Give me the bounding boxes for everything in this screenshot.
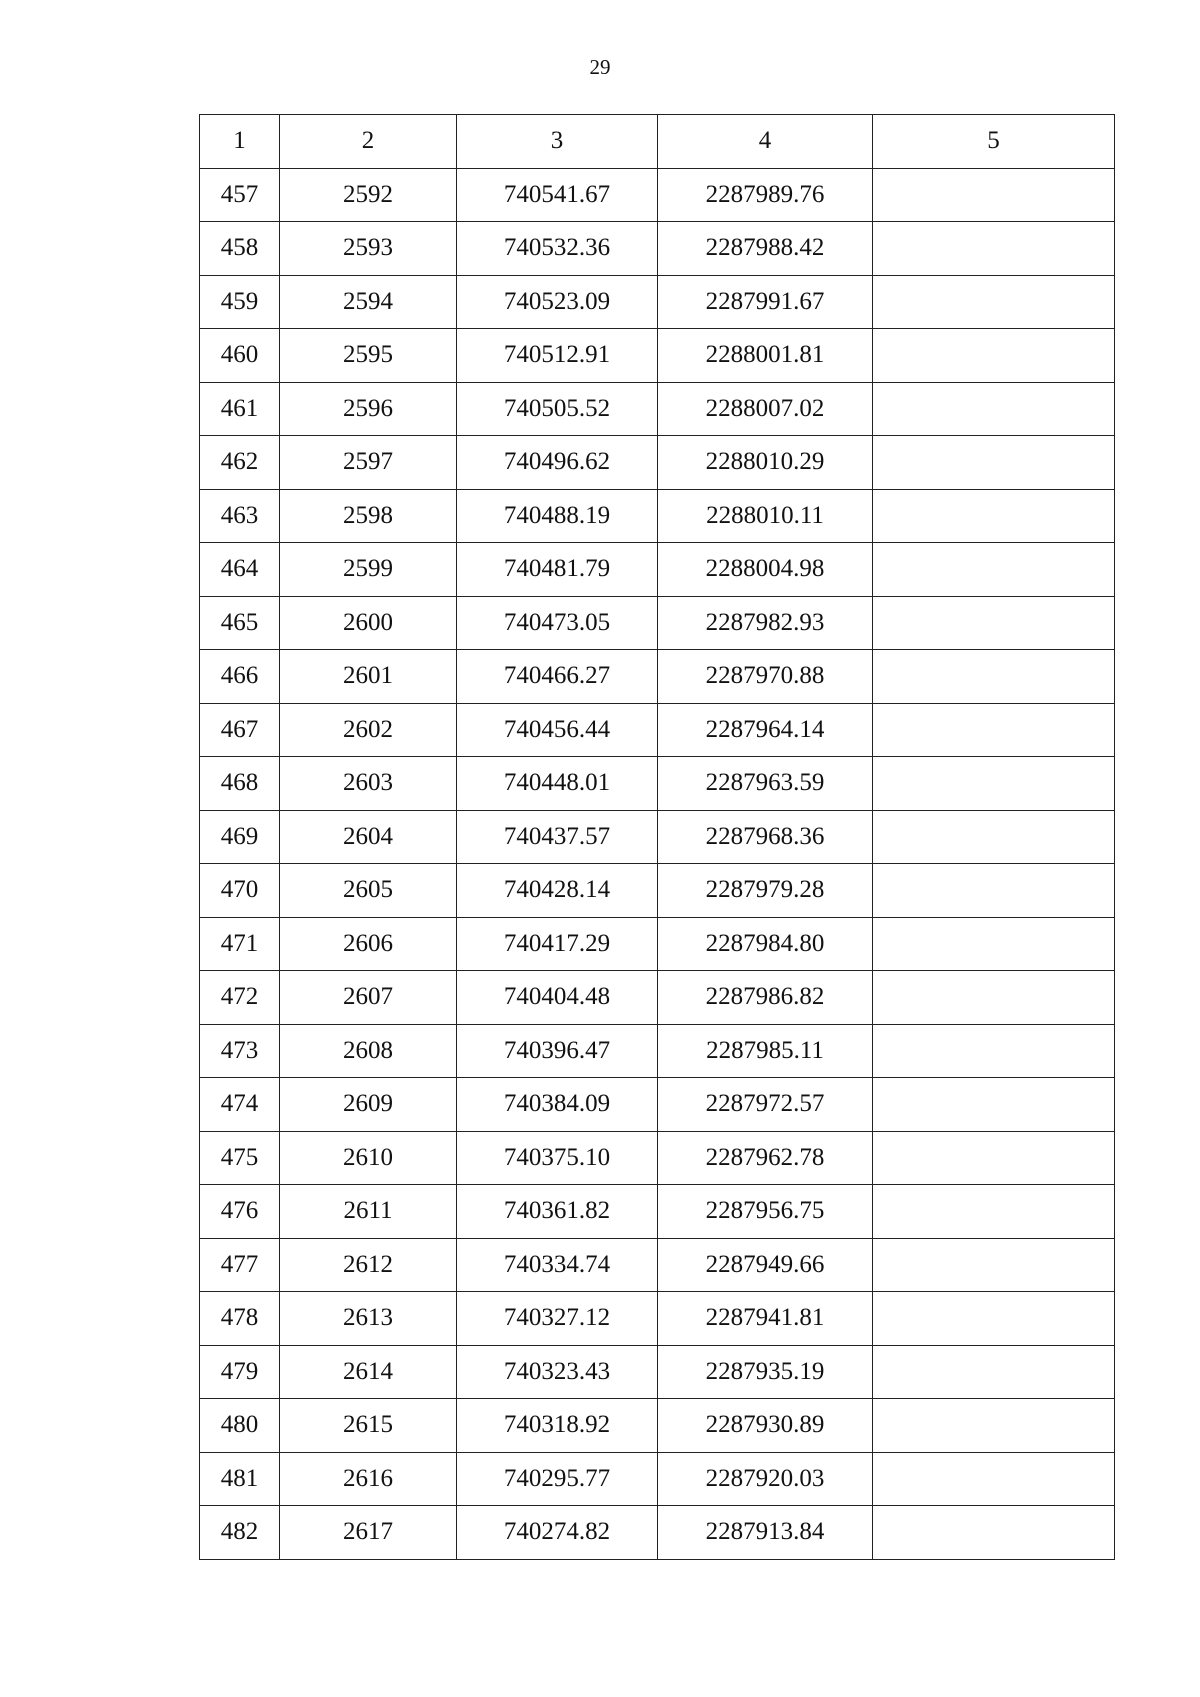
table-cell-col-4: 2288010.29 — [658, 436, 873, 490]
table-cell-col-3: 740448.01 — [457, 757, 658, 811]
table-cell-col-5 — [873, 382, 1115, 436]
table-cell-col-5 — [873, 1292, 1115, 1346]
table-cell-col-3: 740323.43 — [457, 1345, 658, 1399]
table-cell-col-4: 2287963.59 — [658, 757, 873, 811]
table-cell-col-2: 2617 — [280, 1506, 457, 1560]
table-cell-col-2: 2606 — [280, 917, 457, 971]
table-cell-col-4: 2287979.28 — [658, 864, 873, 918]
table-cell-col-3: 740496.62 — [457, 436, 658, 490]
header-row — [200, 115, 1115, 169]
table-cell-col-1: 476 — [200, 1185, 280, 1239]
table-cell-col-2: 2601 — [280, 650, 457, 704]
table-header — [200, 115, 1115, 169]
table-cell-col-4: 2287941.81 — [658, 1292, 873, 1346]
table-cell-col-3: 740274.82 — [457, 1506, 658, 1560]
table-cell-col-2: 2605 — [280, 864, 457, 918]
table-cell-col-4: 2287964.14 — [658, 703, 873, 757]
table-cell-col-2: 2607 — [280, 971, 457, 1025]
table-cell-col-1: 475 — [200, 1131, 280, 1185]
table-cell-col-5 — [873, 1078, 1115, 1132]
table-cell-col-2: 2598 — [280, 489, 457, 543]
table-cell-col-4: 2287984.80 — [658, 917, 873, 971]
table-row — [200, 222, 1115, 276]
table-cell-col-2: 2613 — [280, 1292, 457, 1346]
table-cell-col-3: 740384.09 — [457, 1078, 658, 1132]
table-cell-col-1: 480 — [200, 1399, 280, 1453]
table-cell-col-1: 464 — [200, 543, 280, 597]
table-cell-col-4: 2287968.36 — [658, 810, 873, 864]
table-row — [200, 864, 1115, 918]
table-row — [200, 329, 1115, 383]
table-cell-col-5 — [873, 1131, 1115, 1185]
table-cell-col-5 — [873, 168, 1115, 222]
table-cell-col-4: 2287972.57 — [658, 1078, 873, 1132]
table-row — [200, 436, 1115, 490]
table-row — [200, 1452, 1115, 1506]
table-cell-col-1: 479 — [200, 1345, 280, 1399]
table-row — [200, 489, 1115, 543]
table-cell-col-3: 740473.05 — [457, 596, 658, 650]
table-cell-col-1: 473 — [200, 1024, 280, 1078]
table-row — [200, 1238, 1115, 1292]
table-cell-col-3: 740541.67 — [457, 168, 658, 222]
table-cell-col-5 — [873, 650, 1115, 704]
table-cell-col-3: 740375.10 — [457, 1131, 658, 1185]
table-row — [200, 1399, 1115, 1453]
table-cell-col-5 — [873, 275, 1115, 329]
table-cell-col-2: 2614 — [280, 1345, 457, 1399]
header-cell-3: 3 — [457, 115, 658, 169]
table-cell-col-4: 2287949.66 — [658, 1238, 873, 1292]
table-cell-col-1: 471 — [200, 917, 280, 971]
table-body — [200, 168, 1115, 1559]
table-cell-col-1: 477 — [200, 1238, 280, 1292]
table-cell-col-1: 474 — [200, 1078, 280, 1132]
table-cell-col-4: 2287982.93 — [658, 596, 873, 650]
table-cell-col-4: 2288001.81 — [658, 329, 873, 383]
table-cell-col-5 — [873, 1345, 1115, 1399]
table-cell-col-3: 740428.14 — [457, 864, 658, 918]
table-row — [200, 1506, 1115, 1560]
table-cell-col-2: 2608 — [280, 1024, 457, 1078]
table-cell-col-5 — [873, 1024, 1115, 1078]
table-cell-col-1: 469 — [200, 810, 280, 864]
table-cell-col-4: 2287930.89 — [658, 1399, 873, 1453]
table-cell-col-3: 740481.79 — [457, 543, 658, 597]
table-row — [200, 703, 1115, 757]
table-row — [200, 971, 1115, 1025]
table-row — [200, 650, 1115, 704]
table-cell-col-3: 740334.74 — [457, 1238, 658, 1292]
table-cell-col-5 — [873, 489, 1115, 543]
table-row — [200, 168, 1115, 222]
table-cell-col-2: 2599 — [280, 543, 457, 597]
table-cell-col-3: 740437.57 — [457, 810, 658, 864]
table-row — [200, 1078, 1115, 1132]
table-cell-col-4: 2287962.78 — [658, 1131, 873, 1185]
table-cell-col-5 — [873, 436, 1115, 490]
table-cell-col-3: 740404.48 — [457, 971, 658, 1025]
table-cell-col-5 — [873, 703, 1115, 757]
table-cell-col-1: 468 — [200, 757, 280, 811]
table-cell-col-3: 740505.52 — [457, 382, 658, 436]
table-cell-col-4: 2287985.11 — [658, 1024, 873, 1078]
table-cell-col-5 — [873, 596, 1115, 650]
table-cell-col-5 — [873, 810, 1115, 864]
table-cell-col-2: 2597 — [280, 436, 457, 490]
table-cell-col-2: 2616 — [280, 1452, 457, 1506]
table-cell-col-3: 740466.27 — [457, 650, 658, 704]
table-cell-col-4: 2287986.82 — [658, 971, 873, 1025]
table-cell-col-1: 461 — [200, 382, 280, 436]
table-cell-col-4: 2288007.02 — [658, 382, 873, 436]
table-cell-col-1: 459 — [200, 275, 280, 329]
table-cell-col-3: 740295.77 — [457, 1452, 658, 1506]
table-row — [200, 596, 1115, 650]
table-cell-col-4: 2287956.75 — [658, 1185, 873, 1239]
table-cell-col-1: 478 — [200, 1292, 280, 1346]
table-cell-col-1: 482 — [200, 1506, 280, 1560]
table-cell-col-1: 466 — [200, 650, 280, 704]
table-cell-col-2: 2595 — [280, 329, 457, 383]
table-cell-col-4: 2287989.76 — [658, 168, 873, 222]
table-cell-col-5 — [873, 971, 1115, 1025]
table-row — [200, 757, 1115, 811]
table-row — [200, 1345, 1115, 1399]
table-cell-col-1: 462 — [200, 436, 280, 490]
table-cell-col-1: 467 — [200, 703, 280, 757]
table-row — [200, 917, 1115, 971]
table-cell-col-1: 458 — [200, 222, 280, 276]
table-cell-col-5 — [873, 329, 1115, 383]
table-cell-col-2: 2612 — [280, 1238, 457, 1292]
table-cell-col-2: 2615 — [280, 1399, 457, 1453]
table-cell-col-4: 2287988.42 — [658, 222, 873, 276]
header-cell-1: 1 — [200, 115, 280, 169]
table-cell-col-1: 457 — [200, 168, 280, 222]
table-cell-col-2: 2610 — [280, 1131, 457, 1185]
table-row — [200, 543, 1115, 597]
table-row — [200, 1185, 1115, 1239]
table-cell-col-3: 740417.29 — [457, 917, 658, 971]
table-cell-col-2: 2596 — [280, 382, 457, 436]
table-cell-col-4: 2287913.84 — [658, 1506, 873, 1560]
table-cell-col-3: 740396.47 — [457, 1024, 658, 1078]
coordinates-table — [199, 114, 1115, 1560]
table-cell-col-1: 460 — [200, 329, 280, 383]
table-cell-col-2: 2603 — [280, 757, 457, 811]
table-row — [200, 810, 1115, 864]
table-cell-col-3: 740488.19 — [457, 489, 658, 543]
table-cell-col-2: 2592 — [280, 168, 457, 222]
table-cell-col-3: 740456.44 — [457, 703, 658, 757]
table-cell-col-5 — [873, 864, 1115, 918]
table-cell-col-1: 470 — [200, 864, 280, 918]
table-cell-col-1: 463 — [200, 489, 280, 543]
table-cell-col-1: 465 — [200, 596, 280, 650]
table-cell-col-5 — [873, 1185, 1115, 1239]
table-row — [200, 1292, 1115, 1346]
header-cell-4: 4 — [658, 115, 873, 169]
table-cell-col-5 — [873, 917, 1115, 971]
header-cell-5: 5 — [873, 115, 1115, 169]
table-cell-col-2: 2600 — [280, 596, 457, 650]
table-cell-col-3: 740532.36 — [457, 222, 658, 276]
table-cell-col-4: 2287920.03 — [658, 1452, 873, 1506]
table-cell-col-5 — [873, 1506, 1115, 1560]
table-cell-col-3: 740512.91 — [457, 329, 658, 383]
table-cell-col-5 — [873, 1452, 1115, 1506]
table-cell-col-4: 2288010.11 — [658, 489, 873, 543]
header-cell-2: 2 — [280, 115, 457, 169]
table-cell-col-5 — [873, 222, 1115, 276]
table-cell-col-4: 2287935.19 — [658, 1345, 873, 1399]
table-cell-col-1: 472 — [200, 971, 280, 1025]
table-cell-col-3: 740361.82 — [457, 1185, 658, 1239]
table-cell-col-2: 2593 — [280, 222, 457, 276]
table-cell-col-2: 2602 — [280, 703, 457, 757]
table-cell-col-4: 2287991.67 — [658, 275, 873, 329]
table-cell-col-2: 2609 — [280, 1078, 457, 1132]
table-row — [200, 1131, 1115, 1185]
table-cell-col-2: 2604 — [280, 810, 457, 864]
table-row — [200, 275, 1115, 329]
table-cell-col-1: 481 — [200, 1452, 280, 1506]
table-cell-col-3: 740327.12 — [457, 1292, 658, 1346]
table-row — [200, 1024, 1115, 1078]
table-cell-col-5 — [873, 1238, 1115, 1292]
table-cell-col-2: 2611 — [280, 1185, 457, 1239]
table-cell-col-4: 2287970.88 — [658, 650, 873, 704]
table-cell-col-3: 740318.92 — [457, 1399, 658, 1453]
page-number: 29 — [589, 55, 611, 79]
table-cell-col-5 — [873, 543, 1115, 597]
table-cell-col-3: 740523.09 — [457, 275, 658, 329]
table-row — [200, 382, 1115, 436]
table-cell-col-5 — [873, 1399, 1115, 1453]
table-cell-col-5 — [873, 757, 1115, 811]
table-cell-col-4: 2288004.98 — [658, 543, 873, 597]
table-cell-col-2: 2594 — [280, 275, 457, 329]
